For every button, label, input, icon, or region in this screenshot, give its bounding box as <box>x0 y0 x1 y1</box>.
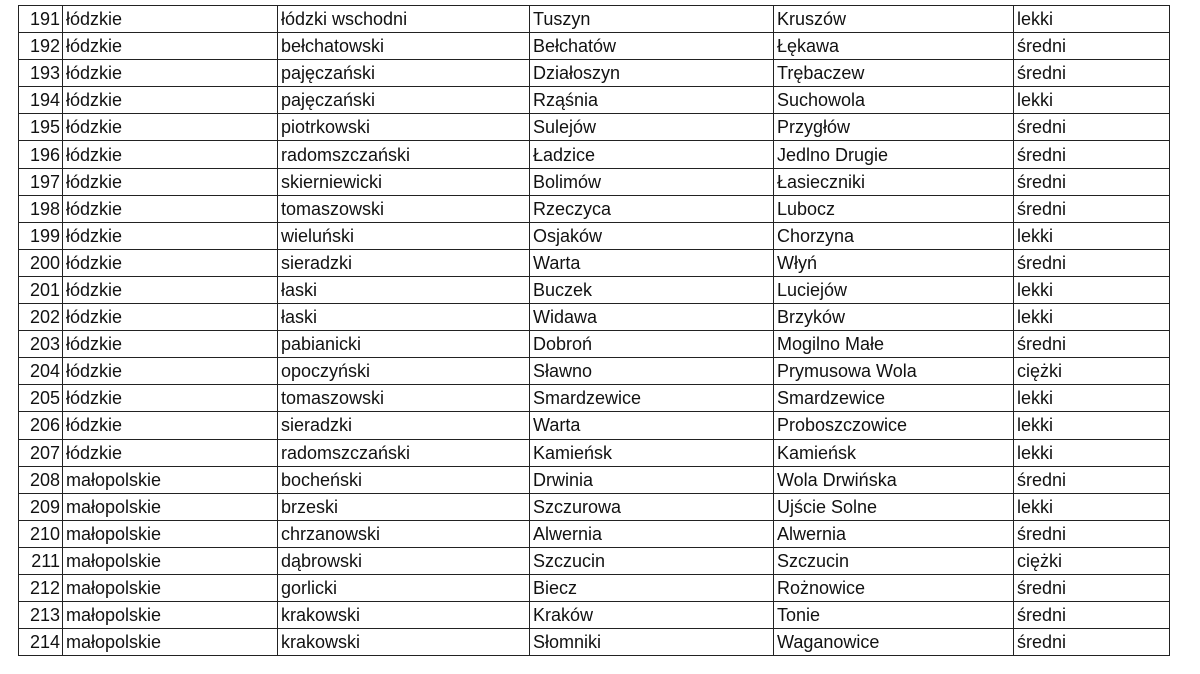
voivodeship-cell: łódzkie <box>63 304 278 331</box>
table-row <box>19 547 1170 574</box>
table-row <box>19 87 1170 114</box>
locality-cell: Proboszczowice <box>774 412 1014 439</box>
county-cell: łaski <box>278 276 530 303</box>
damage-level-cell: lekki <box>1014 222 1170 249</box>
row-number-cell: 207 <box>19 439 63 466</box>
damage-level-cell: lekki <box>1014 304 1170 331</box>
voivodeship-cell: łódzkie <box>63 276 278 303</box>
locality-cell: Tonie <box>774 602 1014 629</box>
damage-level-cell: średni <box>1014 33 1170 60</box>
commune-cell: Bełchatów <box>530 33 774 60</box>
table-row <box>19 304 1170 331</box>
commune-cell: Tuszyn <box>530 6 774 33</box>
commune-cell: Drwinia <box>530 466 774 493</box>
row-number-cell: 199 <box>19 222 63 249</box>
row-number-cell: 206 <box>19 412 63 439</box>
commune-cell: Biecz <box>530 574 774 601</box>
voivodeship-cell: łódzkie <box>63 33 278 60</box>
table-row <box>19 439 1170 466</box>
damage-level-cell: lekki <box>1014 276 1170 303</box>
commune-cell: Kamieńsk <box>530 439 774 466</box>
county-cell: bełchatowski <box>278 33 530 60</box>
damage-level-cell: średni <box>1014 331 1170 358</box>
table-row <box>19 249 1170 276</box>
damage-level-cell: lekki <box>1014 87 1170 114</box>
damage-level-cell: średni <box>1014 114 1170 141</box>
locality-cell: Alwernia <box>774 520 1014 547</box>
voivodeship-cell: łódzkie <box>63 249 278 276</box>
table-row <box>19 412 1170 439</box>
damage-level-cell: lekki <box>1014 439 1170 466</box>
table-row <box>19 602 1170 629</box>
locality-cell: Luciejów <box>774 276 1014 303</box>
county-cell: radomszczański <box>278 439 530 466</box>
damage-level-cell: średni <box>1014 60 1170 87</box>
locality-cell: Kamieńsk <box>774 439 1014 466</box>
table-row <box>19 6 1170 33</box>
locality-cell: Trębaczew <box>774 60 1014 87</box>
locality-cell: Kruszów <box>774 6 1014 33</box>
locality-cell: Jedlno Drugie <box>774 141 1014 168</box>
county-cell: pajęczański <box>278 87 530 114</box>
commune-cell: Osjaków <box>530 222 774 249</box>
county-cell: chrzanowski <box>278 520 530 547</box>
locality-cell: Smardzewice <box>774 385 1014 412</box>
locality-cell: Waganowice <box>774 629 1014 656</box>
commune-cell: Buczek <box>530 276 774 303</box>
damage-level-cell: średni <box>1014 168 1170 195</box>
county-cell: krakowski <box>278 602 530 629</box>
damage-level-cell: średni <box>1014 574 1170 601</box>
commune-cell: Szczucin <box>530 547 774 574</box>
damage-level-cell: średni <box>1014 629 1170 656</box>
county-cell: piotrkowski <box>278 114 530 141</box>
row-number-cell: 205 <box>19 385 63 412</box>
commune-cell: Smardzewice <box>530 385 774 412</box>
damage-table <box>18 5 1170 656</box>
county-cell: łaski <box>278 304 530 331</box>
commune-cell: Warta <box>530 249 774 276</box>
commune-cell: Sulejów <box>530 114 774 141</box>
voivodeship-cell: małopolskie <box>63 602 278 629</box>
row-number-cell: 196 <box>19 141 63 168</box>
table-row <box>19 331 1170 358</box>
row-number-cell: 212 <box>19 574 63 601</box>
voivodeship-cell: małopolskie <box>63 547 278 574</box>
locality-cell: Wola Drwińska <box>774 466 1014 493</box>
row-number-cell: 197 <box>19 168 63 195</box>
county-cell: bocheński <box>278 466 530 493</box>
row-number-cell: 210 <box>19 520 63 547</box>
voivodeship-cell: małopolskie <box>63 466 278 493</box>
locality-cell: Lubocz <box>774 195 1014 222</box>
commune-cell: Kraków <box>530 602 774 629</box>
commune-cell: Warta <box>530 412 774 439</box>
county-cell: opoczyński <box>278 358 530 385</box>
table-row <box>19 114 1170 141</box>
locality-cell: Łękawa <box>774 33 1014 60</box>
county-cell: dąbrowski <box>278 547 530 574</box>
damage-level-cell: średni <box>1014 520 1170 547</box>
commune-cell: Działoszyn <box>530 60 774 87</box>
locality-cell: Włyń <box>774 249 1014 276</box>
locality-cell: Rożnowice <box>774 574 1014 601</box>
table-row <box>19 466 1170 493</box>
voivodeship-cell: łódzkie <box>63 87 278 114</box>
row-number-cell: 201 <box>19 276 63 303</box>
row-number-cell: 214 <box>19 629 63 656</box>
locality-cell: Łasieczniki <box>774 168 1014 195</box>
voivodeship-cell: łódzkie <box>63 6 278 33</box>
damage-level-cell: średni <box>1014 602 1170 629</box>
damage-level-cell: lekki <box>1014 385 1170 412</box>
locality-cell: Chorzyna <box>774 222 1014 249</box>
locality-cell: Mogilno Małe <box>774 331 1014 358</box>
table-row <box>19 33 1170 60</box>
county-cell: skierniewicki <box>278 168 530 195</box>
table-row <box>19 629 1170 656</box>
commune-cell: Widawa <box>530 304 774 331</box>
commune-cell: Alwernia <box>530 520 774 547</box>
damage-level-cell: średni <box>1014 195 1170 222</box>
voivodeship-cell: łódzkie <box>63 168 278 195</box>
damage-level-cell: ciężki <box>1014 547 1170 574</box>
county-cell: pabianicki <box>278 331 530 358</box>
county-cell: tomaszowski <box>278 195 530 222</box>
locality-cell: Suchowola <box>774 87 1014 114</box>
county-cell: krakowski <box>278 629 530 656</box>
damage-level-cell: średni <box>1014 249 1170 276</box>
locality-cell: Szczucin <box>774 547 1014 574</box>
commune-cell: Sławno <box>530 358 774 385</box>
damage-level-cell: lekki <box>1014 412 1170 439</box>
county-cell: pajęczański <box>278 60 530 87</box>
locality-cell: Przygłów <box>774 114 1014 141</box>
row-number-cell: 209 <box>19 493 63 520</box>
county-cell: wieluński <box>278 222 530 249</box>
commune-cell: Rząśnia <box>530 87 774 114</box>
table-row <box>19 574 1170 601</box>
voivodeship-cell: łódzkie <box>63 358 278 385</box>
commune-cell: Szczurowa <box>530 493 774 520</box>
row-number-cell: 213 <box>19 602 63 629</box>
voivodeship-cell: łódzkie <box>63 439 278 466</box>
county-cell: sieradzki <box>278 412 530 439</box>
table-row <box>19 168 1170 195</box>
locality-cell: Prymusowa Wola <box>774 358 1014 385</box>
locality-cell: Ujście Solne <box>774 493 1014 520</box>
document-sheet <box>18 5 1169 656</box>
commune-cell: Rzeczyca <box>530 195 774 222</box>
table-row <box>19 60 1170 87</box>
row-number-cell: 191 <box>19 6 63 33</box>
table-row <box>19 385 1170 412</box>
row-number-cell: 211 <box>19 547 63 574</box>
table-row <box>19 141 1170 168</box>
row-number-cell: 203 <box>19 331 63 358</box>
table-row <box>19 276 1170 303</box>
table-row <box>19 520 1170 547</box>
row-number-cell: 208 <box>19 466 63 493</box>
voivodeship-cell: łódzkie <box>63 412 278 439</box>
voivodeship-cell: małopolskie <box>63 493 278 520</box>
damage-level-cell: lekki <box>1014 493 1170 520</box>
commune-cell: Ładzice <box>530 141 774 168</box>
row-number-cell: 194 <box>19 87 63 114</box>
voivodeship-cell: małopolskie <box>63 629 278 656</box>
damage-level-cell: średni <box>1014 466 1170 493</box>
county-cell: gorlicki <box>278 574 530 601</box>
table-row <box>19 222 1170 249</box>
voivodeship-cell: łódzkie <box>63 60 278 87</box>
voivodeship-cell: łódzkie <box>63 222 278 249</box>
voivodeship-cell: małopolskie <box>63 574 278 601</box>
table-body <box>19 6 1170 656</box>
row-number-cell: 200 <box>19 249 63 276</box>
voivodeship-cell: łódzkie <box>63 114 278 141</box>
voivodeship-cell: łódzkie <box>63 141 278 168</box>
locality-cell: Brzyków <box>774 304 1014 331</box>
voivodeship-cell: łódzkie <box>63 195 278 222</box>
damage-level-cell: średni <box>1014 141 1170 168</box>
voivodeship-cell: łódzkie <box>63 385 278 412</box>
row-number-cell: 198 <box>19 195 63 222</box>
county-cell: brzeski <box>278 493 530 520</box>
commune-cell: Słomniki <box>530 629 774 656</box>
county-cell: tomaszowski <box>278 385 530 412</box>
voivodeship-cell: łódzkie <box>63 331 278 358</box>
row-number-cell: 195 <box>19 114 63 141</box>
table-row <box>19 195 1170 222</box>
row-number-cell: 204 <box>19 358 63 385</box>
row-number-cell: 192 <box>19 33 63 60</box>
damage-level-cell: ciężki <box>1014 358 1170 385</box>
voivodeship-cell: małopolskie <box>63 520 278 547</box>
row-number-cell: 193 <box>19 60 63 87</box>
county-cell: radomszczański <box>278 141 530 168</box>
damage-level-cell: lekki <box>1014 6 1170 33</box>
table-row <box>19 493 1170 520</box>
commune-cell: Dobroń <box>530 331 774 358</box>
commune-cell: Bolimów <box>530 168 774 195</box>
county-cell: łódzki wschodni <box>278 6 530 33</box>
county-cell: sieradzki <box>278 249 530 276</box>
table-row <box>19 358 1170 385</box>
row-number-cell: 202 <box>19 304 63 331</box>
